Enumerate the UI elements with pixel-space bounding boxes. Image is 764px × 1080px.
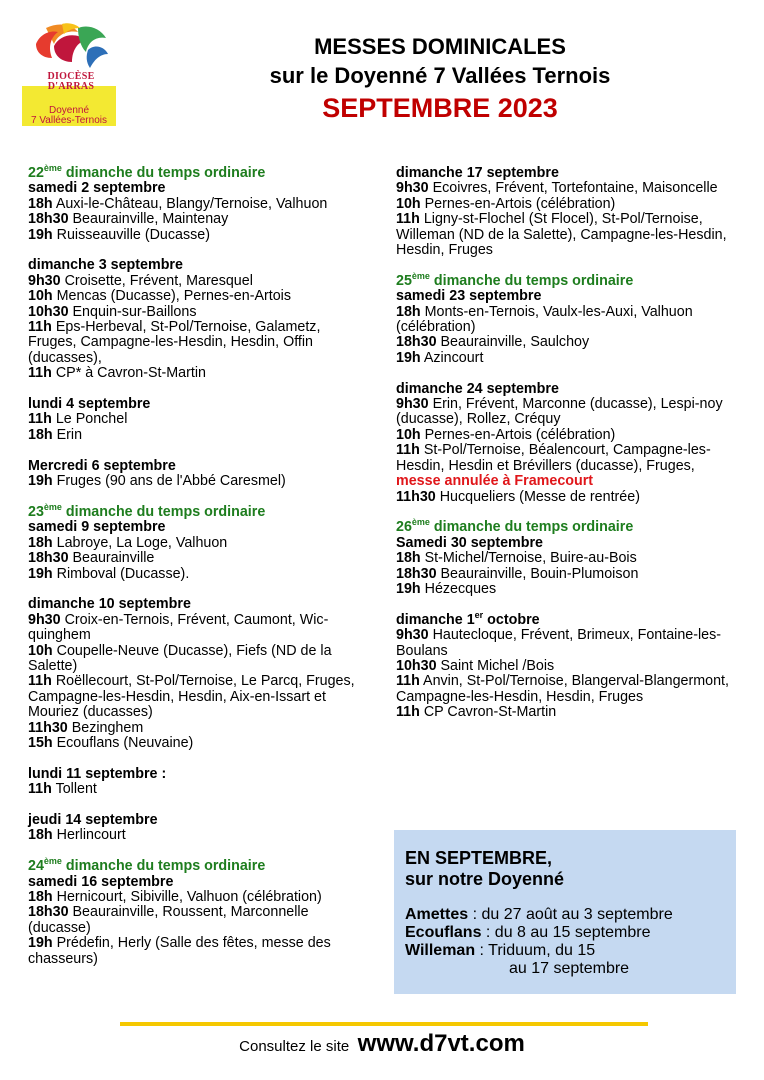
mass-line: 10h Pernes-en-Artois (célébration) <box>396 195 616 212</box>
day-heading: lundi 4 septembre <box>28 396 151 413</box>
mass-line: 18h Auxi-le-Château, Blangy/Ternoise, Valhuon <box>28 195 328 212</box>
schedule-section <box>28 856 368 967</box>
mass-line: 18h St-Michel/Ternoise, Buire-au-Bois <box>396 550 637 567</box>
schedule-section <box>396 166 741 258</box>
schedule-section <box>28 767 368 798</box>
day-heading: dimanche 10 septembre <box>28 596 191 613</box>
mass-line: 15h Ecouflans (Neuvaine) <box>28 734 194 751</box>
mass-line: 10h30 Saint Michel /Bois <box>396 657 555 674</box>
day-heading: samedi 9 septembre <box>28 519 166 536</box>
title-line-2: sur le Doyenné 7 Vallées Ternois <box>269 63 611 88</box>
website-link[interactable]: www.d7vt.com <box>357 1030 525 1057</box>
day-heading: jeudi 14 septembre <box>28 811 158 828</box>
day-heading: samedi 2 septembre <box>28 180 166 197</box>
mass-line: 9h30 Croix-en-Ternois, Frévent, Caumont, Wic-quinghem <box>28 611 329 644</box>
mass-line: 18h30 Beaurainville, Roussent, Marconnelle (ducasse) <box>28 904 309 936</box>
schedule-section <box>28 258 368 381</box>
day-heading: samedi 16 septembre <box>28 873 174 890</box>
day-heading: samedi 23 septembre <box>396 288 542 305</box>
mass-line: 19h Rimboval (Ducasse). <box>28 565 190 582</box>
logo-diocese-text: DIOCÈSE D'ARRAS <box>47 71 95 92</box>
mass-line: 11h Eps-Herbeval, St-Pol/Ternoise, Galametz, Fruges, Campagne-les-Hesdin, Hesdin, Offin (ducasses), <box>28 319 321 366</box>
mass-line: 18h30 Beaurainville, Bouin-Plumoison <box>396 565 639 582</box>
sunday-heading: 26ème dimanche du temps ordinaire <box>396 517 634 536</box>
logo-doyenne-text: Doyenné 7 Vallées-Ternois <box>31 105 107 126</box>
mass-line: 10h30 Enquin-sur-Baillons <box>28 303 197 320</box>
schedule-section <box>28 163 368 243</box>
info-item-continuation: au 17 septembre <box>509 960 630 977</box>
schedule-section <box>28 459 368 490</box>
mass-line: 18h30 Beaurainville <box>28 550 155 567</box>
sunday-heading: 22ème dimanche du temps ordinaire <box>28 163 266 181</box>
mass-line: 19h Ruisseauville (Ducasse) <box>28 226 210 243</box>
right-column <box>396 166 741 736</box>
page-header <box>130 32 750 126</box>
mass-line: 11h Anvin, St-Pol/Ternoise, Blangerval-Blangermont, Campagne-les-Hesdin, Hesdin, Fruges <box>396 673 729 705</box>
flame-icon <box>28 22 110 78</box>
footer-divider <box>120 1022 648 1026</box>
schedule-section <box>396 609 741 721</box>
mass-line: 19h Hézecques <box>396 580 497 597</box>
mass-line: 11h Ligny-st-Flochel (St Flocel), St-Pol/Ternoise, Willeman (ND de la Salette), Campagne-les-Hesdin, Hesdin, Fruges <box>396 211 727 259</box>
schedule-section <box>396 382 741 505</box>
sunday-heading: 23ème dimanche du temps ordinaire <box>28 502 266 520</box>
info-box-title: EN SEPTEMBRE, sur notre Doyenné <box>405 848 565 889</box>
footer <box>0 1030 764 1058</box>
day-heading: dimanche 17 septembre <box>396 165 559 181</box>
schedule-section <box>28 502 368 582</box>
mass-line: 19h Fruges (90 ans de l'Abbé Caresmel) <box>28 473 286 490</box>
schedule-section <box>396 271 741 366</box>
mass-line: 11h CP* à Cavron-St-Martin <box>28 365 206 382</box>
mass-line: 11h30 Bezinghem <box>28 719 144 736</box>
mass-line: 18h Herlincourt <box>28 827 126 844</box>
title-line-1: MESSES DOMINICALES <box>314 34 566 59</box>
mass-line: 11h Roëllecourt, St-Pol/Ternoise, Le Parcq, Fruges, Campagne-les-Hesdin, Hesdin, Aix-en-Issart et Mouriez (ducasses) <box>28 673 355 721</box>
september-info-box <box>394 830 736 994</box>
day-heading: dimanche 1er octobre <box>396 609 540 628</box>
info-box-items <box>405 906 673 978</box>
day-heading: dimanche 24 septembre <box>396 380 559 397</box>
mass-line: 11h CP Cavron-St-Martin <box>396 704 557 721</box>
schedule-section <box>396 517 741 597</box>
mass-line: 11h Tollent <box>28 781 97 798</box>
day-heading: Mercredi 6 septembre <box>28 457 176 474</box>
mass-line: 11h30 Hucqueliers (Messe de rentrée) <box>396 488 640 505</box>
day-heading: Samedi 30 septembre <box>396 534 544 551</box>
mass-line: 9h30 Erin, Frévent, Marconne (ducasse), Lespi-noy (ducasse), Rollez, Créquy <box>396 396 723 428</box>
sunday-heading: 25ème dimanche du temps ordinaire <box>396 271 634 289</box>
mass-line: 18h30 Beaurainville, Maintenay <box>28 211 229 228</box>
schedule-section <box>28 597 368 751</box>
mass-line: 11h Le Ponchel <box>28 411 128 428</box>
mass-line: 11h St-Pol/Ternoise, Béalencourt, Campagne-les-Hesdin, Hesdin et Brévillers (ducasse), Fruges, <box>396 442 711 474</box>
footer-consult-text: Consultez le site <box>239 1038 350 1055</box>
mass-line: 18h Hernicourt, Sibiville, Valhuon (célébration) <box>28 888 322 905</box>
sunday-heading: 24ème dimanche du temps ordinaire <box>28 856 266 875</box>
mass-line: 10h Pernes-en-Artois (célébration) <box>396 426 616 443</box>
mass-line: 18h Labroye, La Loge, Valhuon <box>28 534 228 551</box>
mass-line: 9h30 Ecoivres, Frévent, Tortefontaine, Maisoncelle <box>396 180 718 197</box>
schedule-section <box>28 397 368 443</box>
info-item: Willeman : Triduum, du 15 <box>405 942 596 959</box>
mass-line: 18h Monts-en-Ternois, Vaulx-les-Auxi, Valhuon (célébration) <box>396 303 693 336</box>
mass-line: 18h Erin <box>28 426 83 443</box>
mass-line: 10h Mencas (Ducasse), Pernes-en-Artois <box>28 288 292 305</box>
mass-line: 10h Coupelle-Neuve (Ducasse), Fiefs (ND de la Salette) <box>28 642 332 674</box>
day-heading: lundi 11 septembre : <box>28 765 167 782</box>
cancellation-notice: messe annulée à Framecourt <box>396 473 594 490</box>
left-column <box>28 163 368 982</box>
diocese-logo <box>22 22 118 128</box>
info-item: Amettes : du 27 août au 3 septembre <box>405 906 673 923</box>
info-item: Ecouflans : du 8 au 15 septembre <box>405 924 651 941</box>
mass-line: 18h30 Beaurainville, Saulchoy <box>396 334 590 351</box>
month-title: SEPTEMBRE 2023 <box>322 93 558 123</box>
day-heading: dimanche 3 septembre <box>28 257 183 274</box>
mass-line: 19h Azincourt <box>396 349 484 366</box>
mass-line: 9h30 Croisette, Frévent, Maresquel <box>28 272 253 289</box>
mass-line: 9h30 Hautecloque, Frévent, Brimeux, Fontaine-les-Boulans <box>396 627 722 659</box>
mass-line: 19h Prédefin, Herly (Salle des fêtes, messe des chasseurs) <box>28 935 331 967</box>
schedule-section <box>28 813 368 844</box>
